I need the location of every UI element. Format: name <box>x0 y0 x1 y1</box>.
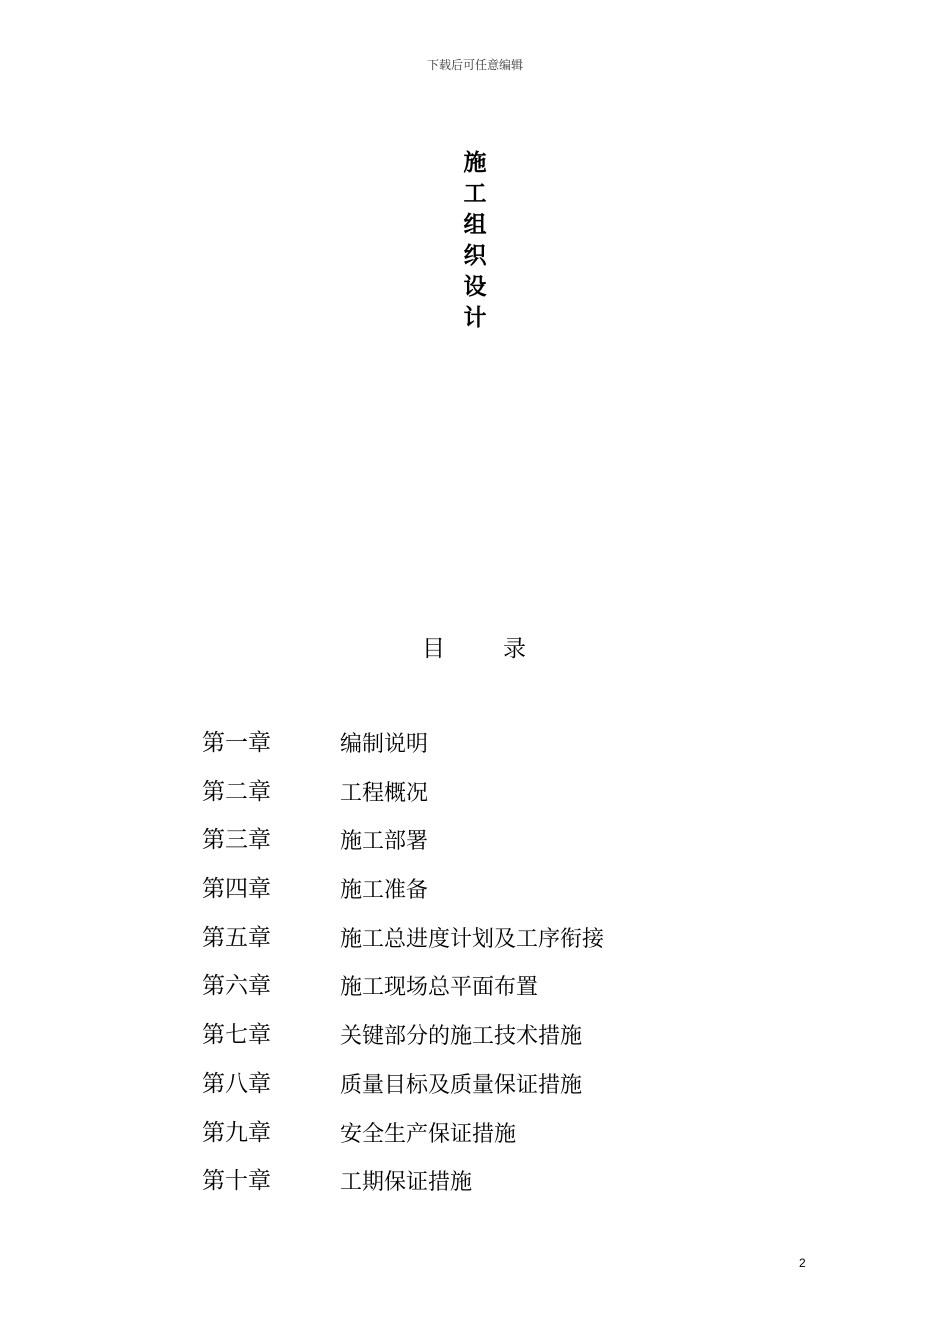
toc-heading <box>422 630 526 663</box>
toc-chapter-title: 安全生产保证措施 <box>340 1121 517 1147</box>
toc-heading-char-1: 目 <box>422 636 445 662</box>
toc-chapter-title: 施工准备 <box>340 878 429 904</box>
toc-chapter-title: 编制说明 <box>340 732 429 757</box>
toc-item <box>202 1065 762 1114</box>
toc-chapter-title: 质量目标及质量保证措施 <box>340 1072 583 1098</box>
toc-chapter-number: 第九章 <box>202 1119 271 1146</box>
toc-chapter-title: 施工现场总平面布置 <box>340 975 539 1001</box>
toc-heading-char-2: 录 <box>503 636 526 662</box>
toc-chapter-title: 施工总进度计划及工序衔接 <box>340 926 605 952</box>
toc-chapter-title: 关键部分的施工技术措施 <box>340 1024 583 1050</box>
toc-item <box>202 1016 762 1065</box>
toc-item <box>202 1114 762 1163</box>
toc-item <box>202 919 762 968</box>
toc-item <box>202 773 762 822</box>
document-title: 施工组织设计 <box>463 150 487 331</box>
header-note: 下载后可任意编辑 <box>426 58 523 72</box>
toc-chapter-number: 第七章 <box>202 1022 271 1049</box>
toc-chapter-number: 第十章 <box>202 1168 271 1195</box>
toc-item <box>202 1162 762 1211</box>
table-of-contents <box>202 724 762 1211</box>
toc-chapter-title: 施工部署 <box>340 829 429 855</box>
toc-chapter-number: 第二章 <box>202 778 271 805</box>
toc-chapter-number: 第八章 <box>202 1070 271 1097</box>
toc-item <box>202 870 762 919</box>
toc-chapter-title: 工期保证措施 <box>340 1170 473 1196</box>
toc-item <box>202 967 762 1016</box>
toc-chapter-title: 工程概况 <box>340 780 429 806</box>
toc-item <box>202 821 762 870</box>
toc-chapter-number: 第六章 <box>202 973 271 1000</box>
toc-item <box>202 724 762 773</box>
page-number: 2 <box>799 1256 806 1270</box>
toc-chapter-number: 第一章 <box>202 730 271 756</box>
toc-chapter-number: 第五章 <box>202 924 271 951</box>
toc-chapter-number: 第四章 <box>202 876 271 903</box>
toc-chapter-number: 第三章 <box>202 827 271 854</box>
